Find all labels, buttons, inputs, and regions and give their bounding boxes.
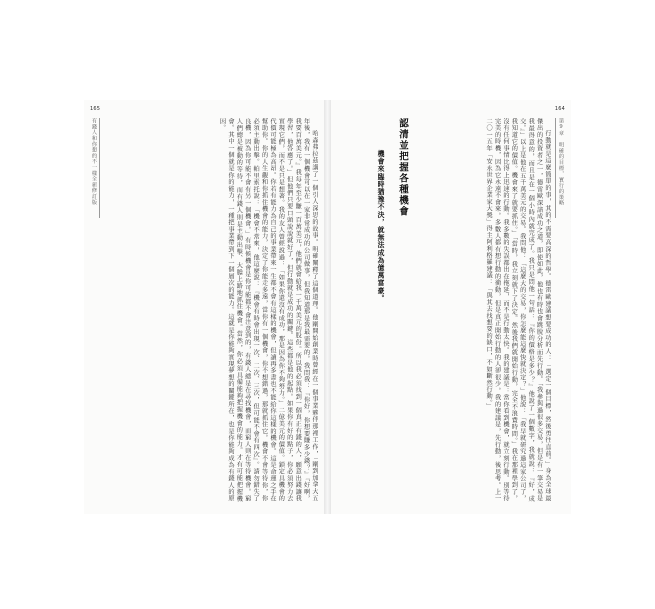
- section-heading: 認清並把握各種機會: [397, 118, 408, 217]
- right-body-text-continued: [335, 118, 369, 502]
- left-body-paragraph: 哈森弗拉茲講了一個引人深思的故事。明確闡釋了這個道理。他剛開始創業時曾經在一個事業夥伴那裡工作，「剛到加拿大五年後，我有一個機會可以在一家非常成功的公司做事，但我知道那是我最需要的。我問我：『你好，你想要賺多少錢？』『好啊，我要百萬美元。』我每年至少賺一百萬美元，他們就會給我一千萬美元的股份。所以我必須找到一個真正有錢的人，願意出錢讓我學習，他答應了。」但他們只要口頭說說就好了，但行動就是成功的關鍵。這些都是他的起點。如果你有好的點子，你必須努力去實現它們，而不是只是想著。我的友人曾經說過：「如果你還沒有成功，那是因為你不夠努力。」二億美元的價值。鎖定具機會的代價可能極為高昂。你若有能力為自己的事業帶來一生都不會有這樣的機會，但讀再多書也不能給你這樣的機會。這是命運之手在幫助你。你的人生觀和你抓住機會的能力，決定了你能走多遠，當你有一個機會，你不想錯過，那就抓住它。機會不會等待你，你必須主動出擊。帕里索托說：「機會不常來，他這麼說：『機會有時會出現一次、二次、三次，但可能不會有四次』。請勿錯失了良機，因為你可能不會有另一個機會。」有時候機會是你可能都不會注意到的，有錢人總是在尋找機會，而窮人則在等待機會。窮人們總是被動的等待，而有錢人則是主動出擊、大膽上路地抓住機會。當然，你必須具備能夠把握機會的能力。才有可能把握機會。其中一個就是你的能力，一種把事業帶到下一個層次的能力。這就是你能夠實現夢想的關鍵所在，也是你能夠成為有錢人的原因。: [218, 118, 318, 502]
- right-page-number: 164: [554, 106, 565, 112]
- right-body-paragraph: 行動就是這麼簡單的事，其的不需要高深的哲學。德雷歐建議想要成功的人：「選定一個目標，然後勇往直前。」身為全球最傑出的投資者之一，德雷歐深諳成功之道，即使如此，他也有時也會跳脫分析而先行動。「我參與過很多交易，但是有一筆交易是我最得意的，而且是在一個小時內就完成了。我只是問他一句話：『你的價格是多少？』他說了一個數字，我就說：『好，成交。』」以上是他在五千萬美元的交易。我問他：「這麼大的交易，你怎麼能這麼快就決定？」他說：「我早就研究過這家公司了，我知道它的價值。機會來了就要抓住。」「當時，我立刻就下了決定。然後我們就開始行動，完全不浪費時間。」我在那裡學到了，沒有任何事情比得上迅速的行動。我多數的失誤都出在拖延，而不是行動太快。我的建議是：當你看到機會，就立刻行動。別等待完美的時機，因為它永遠不會來。多數人都有想行動的衝動，但是真正開始行動的人卻很少。我的建議是，先行動，後思考。上一二〇一五年「安永世界企業家大獎」得主阿利格羅建議：「與其去找想要的缺口，不如斷然行動。」: [485, 118, 551, 502]
- left-page: [84, 100, 324, 514]
- left-page-number: 165: [90, 106, 101, 112]
- left-header-rule: [99, 118, 100, 218]
- left-running-header: 有錢人和你想的不一樣全新修訂版: [91, 118, 97, 205]
- right-page: [331, 100, 571, 514]
- right-body-text: [423, 118, 551, 502]
- book-spine: [324, 100, 331, 514]
- left-body-text: [106, 118, 318, 502]
- section-subheading: 機會來臨時猶豫不決，就無法成為億萬富豪。: [376, 150, 384, 302]
- right-header-rule: [555, 118, 556, 218]
- right-running-header: 第9章 明確的目標，實行的策略: [558, 118, 564, 206]
